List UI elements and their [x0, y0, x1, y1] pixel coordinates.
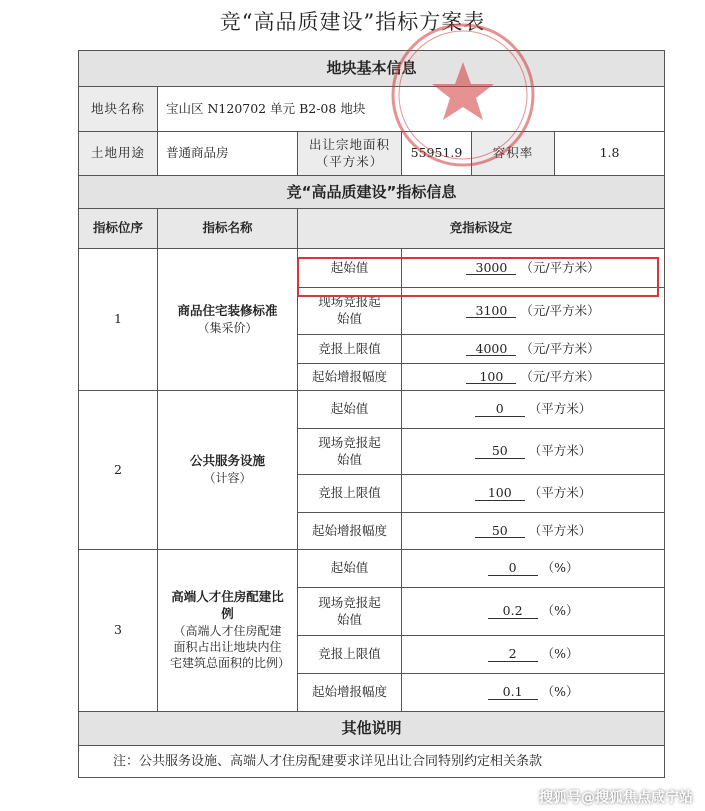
- header-setting: 竞指标设定: [298, 209, 665, 249]
- indicator-row: [79, 391, 665, 429]
- setting-value-cell: [402, 588, 665, 636]
- indicator-table: [78, 50, 665, 778]
- land-use-label: 土地用途: [79, 132, 158, 176]
- indicator-row: [79, 550, 665, 588]
- note-row: [79, 746, 665, 778]
- setting-unit: （元/平方米）: [520, 368, 600, 384]
- area-label-cell: [298, 132, 402, 176]
- area-label: 出让宗地面积: [308, 136, 390, 152]
- setting-value: 0: [488, 561, 538, 576]
- indicator-header-row: [79, 209, 665, 249]
- setting-label: 现场竞报起始值: [298, 588, 402, 636]
- setting-unit: （平方米）: [528, 522, 592, 538]
- setting-label: 竞报上限值: [298, 475, 402, 513]
- plot-name-label: 地块名称: [79, 87, 158, 132]
- setting-value: 0.2: [488, 604, 538, 619]
- note-text: 注：公共服务设施、高端人才住房配建要求详见出让合同特别约定相关条款: [79, 746, 665, 778]
- indicator-row: [79, 249, 665, 288]
- setting-label: 起始值: [298, 249, 402, 288]
- setting-value: 50: [475, 524, 525, 539]
- setting-value-cell: [402, 288, 665, 335]
- indicator-seq: 1: [79, 249, 158, 391]
- indicator-sub: （集采价）: [197, 320, 258, 335]
- area-unit: （平方米）: [315, 153, 384, 169]
- indicator-name: 高端人才住房配建比例: [171, 589, 284, 622]
- setting-value-cell: [402, 335, 665, 364]
- setting-unit: （元/平方米）: [520, 340, 600, 356]
- setting-value: 3000: [466, 261, 516, 276]
- setting-label: 现场竞报起始值: [298, 288, 402, 335]
- setting-unit: （%）: [541, 646, 579, 662]
- setting-value: 100: [475, 486, 525, 501]
- indicator-name-cell: [158, 391, 298, 550]
- plot-name-value: 宝山区 N120702 单元 B2-08 地块: [158, 87, 665, 132]
- area-value: 55951.9: [402, 132, 472, 176]
- land-use-row: [79, 132, 665, 176]
- indicator-seq: 2: [79, 391, 158, 550]
- setting-unit: （平方米）: [528, 401, 592, 417]
- indicator-name: 公共服务设施: [189, 453, 265, 469]
- section-other: [79, 712, 665, 746]
- setting-label: 竞报上限值: [298, 636, 402, 674]
- setting-value-cell: [402, 475, 665, 513]
- setting-unit: （平方米）: [528, 485, 592, 501]
- setting-unit: （元/平方米）: [520, 259, 600, 275]
- setting-value-cell: [402, 364, 665, 391]
- setting-value-cell: [402, 636, 665, 674]
- watermark-text: 搜狐号@搜狐焦点咸宁站: [539, 790, 693, 806]
- far-value: 1.8: [555, 132, 665, 176]
- setting-value-cell: [402, 391, 665, 429]
- setting-value: 0.1: [488, 685, 538, 700]
- far-label: 容积率: [472, 132, 555, 176]
- indicator-seq: 3: [79, 550, 158, 712]
- header-seq: 指标位序: [79, 209, 158, 249]
- setting-unit: （元/平方米）: [520, 302, 600, 318]
- setting-value: 0: [475, 402, 525, 417]
- setting-value: 4000: [466, 342, 516, 357]
- indicator-name: 商品住宅装修标准: [177, 302, 278, 318]
- setting-label: 起始增报幅度: [298, 364, 402, 391]
- setting-label: 竞报上限值: [298, 335, 402, 364]
- section-title: 地块基本信息: [79, 51, 665, 87]
- setting-unit: （平方米）: [528, 443, 592, 459]
- setting-value-cell: [402, 674, 665, 712]
- setting-unit: （%）: [541, 560, 579, 576]
- setting-value-cell: [402, 249, 665, 288]
- setting-value: 100: [466, 370, 516, 385]
- section-title: 其他说明: [79, 712, 665, 746]
- indicator-sub: （计容）: [203, 471, 252, 486]
- section-basic-info: [79, 51, 665, 87]
- setting-label: 起始增报幅度: [298, 674, 402, 712]
- setting-label: 起始值: [298, 391, 402, 429]
- plot-name-row: [79, 87, 665, 132]
- setting-value-cell: [402, 513, 665, 550]
- indicator-name-cell: [158, 550, 298, 712]
- section-indicator-info: [79, 176, 665, 209]
- indicator-name-cell: [158, 249, 298, 391]
- setting-label: 现场竞报起始值: [298, 429, 402, 475]
- header-name: 指标名称: [158, 209, 298, 249]
- section-title: 竞“高品质建设”指标信息: [79, 176, 665, 209]
- setting-unit: （%）: [541, 603, 579, 619]
- setting-label: 起始值: [298, 550, 402, 588]
- setting-value-cell: [402, 550, 665, 588]
- setting-label: 起始增报幅度: [298, 513, 402, 550]
- setting-value: 2: [488, 647, 538, 662]
- setting-unit: （%）: [541, 684, 579, 700]
- setting-value: 3100: [466, 304, 516, 319]
- land-use-value: 普通商品房: [158, 132, 298, 176]
- document-title: 竞“高品质建设”指标方案表: [219, 10, 486, 34]
- setting-value: 50: [475, 444, 525, 459]
- indicator-sub: （高端人才住房配建面积占出让地块内住宅建筑总面积的比例）: [170, 624, 291, 671]
- setting-value-cell: [402, 429, 665, 475]
